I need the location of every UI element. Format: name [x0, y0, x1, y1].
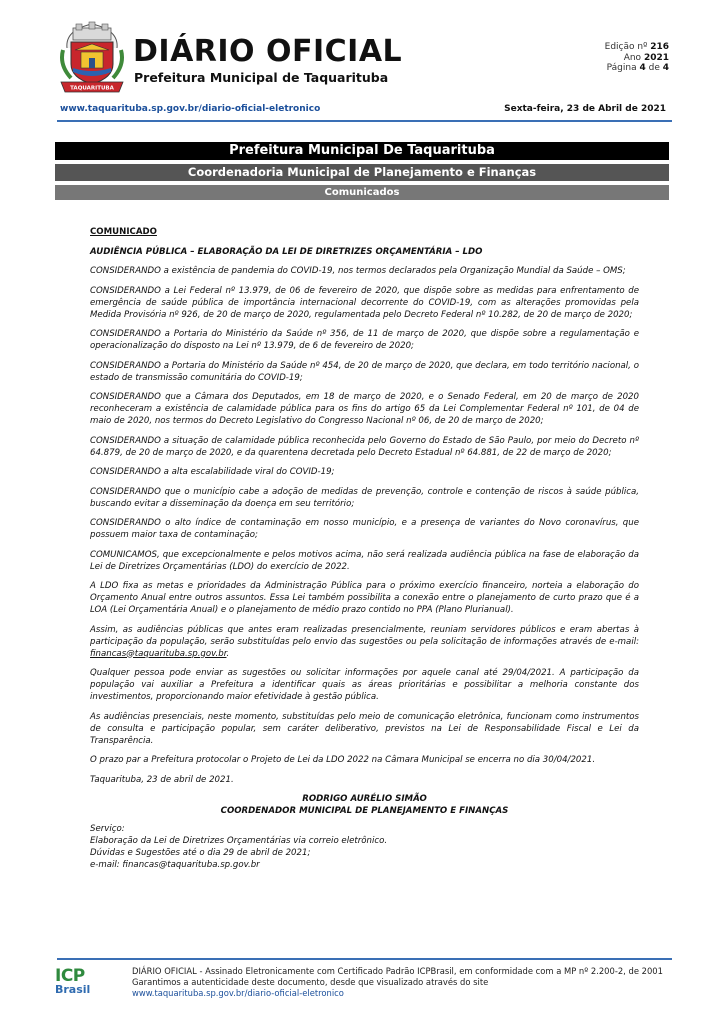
service-line: Dúvidas e Sugestões até o dia 29 de abril de 2021; [90, 848, 311, 858]
paragraph: COMUNICAMOS, que excepcionalmente e pelos motivos acima, não será realizada audiência pública na fase de elaboração da Lei de Diretrizes Orçamentárias (LDO) do exercício de 2022. [90, 549, 639, 572]
section-bar-prefeitura: Prefeitura Municipal De Taquarituba [55, 142, 669, 160]
year-line [605, 53, 669, 64]
crest-label: TAQUARITUBA [70, 85, 114, 92]
page-total: 4 [662, 63, 669, 73]
signer-title: COORDENADOR MUNICIPAL DE PLANEJAMENTO E FINANÇAS [220, 806, 509, 816]
footer-notice [132, 966, 672, 999]
edition-info [605, 42, 669, 74]
publication-date: Sexta-feira, 23 de Abril de 2021 [504, 104, 666, 114]
page-number: 4 [639, 63, 646, 73]
paragraph: A LDO fixa as metas e prioridades da Administração Pública para o próximo exercício financeiro, norteia a elaboração do Orçamento Anual entre outros assuntos. Essa Lei também possibilita a conexão entre o planejamento de curto prazo que é a LOA (Lei Orçamentária Anual) e o planejamento de médio prazo contido no PPA (Plano Plurianual). [90, 581, 639, 615]
page-of: de [648, 63, 660, 73]
paragraph: CONSIDERANDO a existência de pandemia do COVID-19, nos termos declarados pela Organização Mundial da Saúde – OMS; [90, 266, 626, 276]
paragraph: As audiências presenciais, neste momento, substituídas pelo meio de comunicação eletrônica, funcionam como instrumentos de consulta e participação popular, sem caráter deliberativo, previstos na Lei de Responsabilidade Fiscal e Lei da Transparência. [90, 711, 639, 746]
publication-title: DIÁRIO OFICIAL [133, 34, 403, 69]
icp-logo-text: ICP [55, 966, 85, 986]
edition-line [605, 42, 669, 53]
service-line: e-mail: financas@taquarituba.sp.gov.br [90, 860, 260, 870]
document-heading: COMUNICADO [90, 227, 157, 237]
paragraph: CONSIDERANDO que o município cabe a adoção de medidas de prevenção, controle e contenção de riscos à saúde pública, buscando evitar a disseminação da doença em seu território; [90, 486, 639, 509]
document-subheading: AUDIÊNCIA PÚBLICA – ELABORAÇÃO DA LEI DE DIRETRIZES ORÇAMENTÁRIA – LDO [90, 246, 483, 257]
edition-number: 216 [650, 42, 669, 52]
paragraph: CONSIDERANDO a Portaria do Ministério da Saúde nº 454, de 20 de março de 2020, que declara, em todo território nacional, o estado de transmissão comunitária do COVID-19; [90, 360, 639, 383]
paragraph: O prazo par a Prefeitura protocolar o Projeto de Lei da LDO 2022 na Câmara Municipal se encerra no dia 30/04/2021. [90, 755, 596, 765]
section-bar-coordenadoria: Coordenadoria Municipal de Planejamento e Finanças [55, 164, 669, 181]
footer-url-link[interactable]: www.taquarituba.sp.gov.br/diario-oficial-eletronico [132, 988, 344, 998]
document-body [90, 226, 639, 871]
email-paragraph-text: Assim, as audiências públicas que antes eram realizadas presencialmente, reuniam servidores públicos e eram abertas à participação da população, serão substituídas pelo envio das sugestões ou pela solicitação de informações através de e-mail: [90, 624, 639, 647]
paragraph: CONSIDERANDO o alto índice de contaminação em nosso município, e a presença de variantes do Novo coronavírus, que possuem maior taxa de contaminação; [90, 518, 639, 540]
paragraph: CONSIDERANDO a situação de calamidade pública reconhecida pelo Governo do Estado de São Paulo, por meio do Decreto nº 64.879, de 20 de março de 2020, e da quarentena decretada pelo Decreto Estadual nº 64.881, de 22 de março de 2020; [90, 435, 639, 458]
publication-subtitle: Prefeitura Municipal de Taquarituba [134, 70, 389, 85]
footer-line-1: DIÁRIO OFICIAL - Assinado Eletronicamente com Certificado Padrão ICPBrasil, em conformidade com a MP nº 2.200-2, de 2001 [132, 966, 663, 976]
masthead [57, 20, 669, 115]
header-url-link[interactable]: www.taquarituba.sp.gov.br/diario-oficial-eletronico [60, 104, 321, 114]
coat-of-arms-icon [57, 20, 127, 96]
year-number: 2021 [643, 52, 669, 63]
paragraph: CONSIDERANDO a Lei Federal nº 13.979, de 06 de fevereiro de 2020, que dispõe sobre as medidas para enfrentamento de emergência de saúde pública de importância internacional decorrente do COVID-19, com as alterações promovidas pela Medida Provisória nº 926, de 20 de março de 2020, regulamentada pelo Decreto Federal nº 10.282, de 20 de março de 2020; [90, 285, 639, 320]
section-bar-comunicados: Comunicados [55, 185, 669, 200]
page-line [605, 63, 669, 74]
email-paragraph-end: . [226, 648, 230, 659]
footer-line-2: Garantimos a autenticidade deste documento, desde que visualizado através do site [132, 977, 489, 987]
email-link[interactable]: financas@taquarituba.sp.gov.br [90, 648, 227, 659]
signer-name: RODRIGO AURÉLIO SIMÃO [302, 794, 427, 804]
paragraph: CONSIDERANDO a alta escalabilidade viral do COVID-19; [90, 467, 335, 477]
place-date: Taquarituba, 23 de abril de 2021. [90, 774, 234, 785]
paragraph: CONSIDERANDO que a Câmara dos Deputados, em 18 de março de 2020, e o Senado Federal, em 20 de março de 2020 reconheceram a existência de calamidade pública para os fins do artigo 65 da Lei Complementar Federal nº 101, de 04 de maio de 2020, nos termos do Decreto Legislativo do Congresso Nacional nº 06, de 20 de março de 2020; [90, 392, 639, 426]
service-line: Elaboração da Lei de Diretrizes Orçamentárias via correio eletrônico. [90, 836, 388, 846]
service-line: Serviço: [90, 824, 125, 834]
edition-label: Edição nº [604, 42, 648, 52]
icp-brasil-logo [55, 966, 117, 998]
header-divider [57, 120, 672, 122]
brasil-logo-text: Brasil [55, 983, 91, 996]
footer-divider [57, 958, 672, 960]
year-label: Ano [623, 52, 642, 63]
paragraph: Qualquer pessoa pode enviar as sugestões ou solicitar informações por aquele canal até 29/04/2021. A participação da população vai auxiliar a Prefeitura a identificar quais as áreas prioritárias e possibilitar a melhoria constante dos investimentos, proporcionando maior efetividade à gestão pública. [90, 668, 639, 702]
paragraph: CONSIDERANDO a Portaria do Ministério da Saúde nº 356, de 11 de março de 2020, que dispõe sobre a regulamentação e operacionalização do disposto na Lei nº 13.979, de 6 de fevereiro de 2020; [90, 329, 639, 351]
email-paragraph [90, 624, 639, 660]
page-label: Página [606, 63, 637, 73]
